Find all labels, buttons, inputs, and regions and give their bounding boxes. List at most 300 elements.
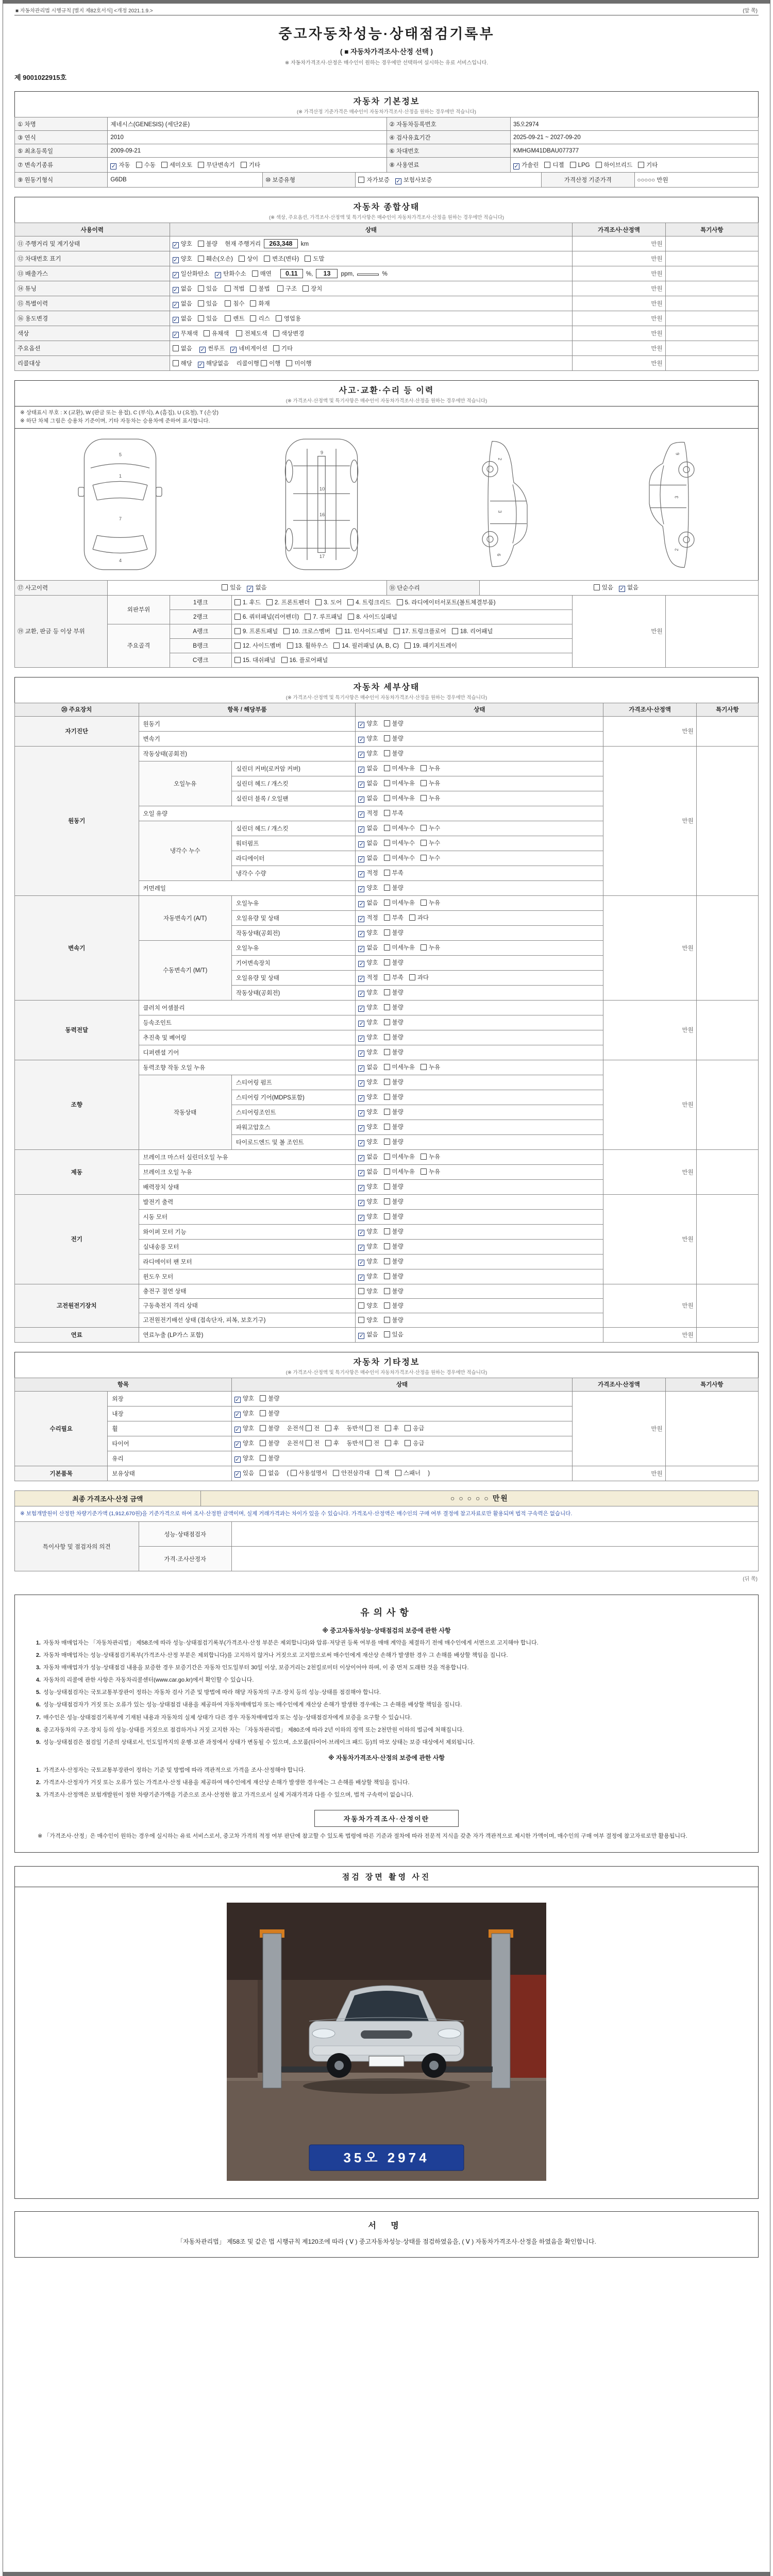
checkbox-option-불량[interactable] [260,1424,279,1432]
checkbox-box[interactable] [384,855,390,861]
checkbox-box[interactable] [173,360,179,366]
checkbox-box[interactable]: ✓ [359,841,364,848]
checkbox-option-불량[interactable] [384,1272,404,1280]
remark-cell[interactable] [696,1000,758,1060]
checkbox-box[interactable] [385,1440,391,1446]
checkbox-box[interactable]: ✓ [359,1050,364,1057]
checkbox-option-화재[interactable] [250,299,270,308]
checkbox-option-있음[interactable] [198,314,217,323]
remark-cell[interactable] [665,1391,758,1466]
checkbox-option-누수[interactable] [421,824,440,832]
checkbox-box[interactable] [384,1228,390,1234]
checkbox-box[interactable] [409,914,415,921]
checkbox-option-누유[interactable] [421,1167,440,1176]
checkbox-option-15. 대쉬패널[interactable] [234,656,276,664]
checkbox-box[interactable] [222,584,228,590]
checkbox-box[interactable] [365,1425,372,1431]
checkbox-box[interactable] [405,1425,411,1431]
checkbox-option-응급[interactable] [405,1439,424,1447]
checkbox-box[interactable] [315,599,322,605]
checkbox-option-침수[interactable] [225,299,244,308]
checkbox-option-불량[interactable] [384,1316,404,1324]
checkbox-option-매연[interactable] [252,269,272,278]
checkbox-option-불법[interactable] [250,284,270,293]
checkbox-option-스패너[interactable] [395,1469,421,1477]
checkbox-option-누유[interactable] [421,899,440,907]
checkbox-box[interactable] [376,1470,382,1476]
checkbox-box[interactable] [384,720,390,726]
checkbox-option-불량[interactable] [384,1033,404,1041]
checkbox-box[interactable] [384,735,390,741]
checkbox-box[interactable] [421,855,427,861]
checkbox-option-없음[interactable] [358,794,378,803]
checkbox-box[interactable] [281,657,288,663]
checkbox-option-있음[interactable] [384,1330,404,1338]
checkbox-box[interactable]: ✓ [200,346,205,353]
checkbox-option-있음[interactable] [198,299,217,308]
checkbox-box[interactable] [234,599,241,605]
checkbox-option-사용설명서[interactable] [291,1469,328,1477]
checkbox-option-양호[interactable] [358,734,378,743]
checkbox-box[interactable] [303,285,309,292]
checkbox-option-미세누수[interactable] [384,854,415,862]
checkbox-option-LPG[interactable] [570,162,590,168]
checkbox-box[interactable]: ✓ [359,946,364,952]
checkbox-box[interactable]: ✓ [231,346,236,353]
checkbox-option-없음[interactable] [358,1153,378,1161]
checkbox-option-도말[interactable] [305,255,324,263]
checkbox-option-양호[interactable] [358,1287,378,1295]
checkbox-option-구조[interactable] [277,284,297,293]
checkbox-box[interactable] [384,870,390,876]
remark-cell[interactable] [696,1284,758,1327]
checkbox-option-색상변경[interactable] [273,329,304,337]
checkbox-box[interactable]: ✓ [235,1412,240,1418]
remark-cell[interactable] [696,1194,758,1284]
checkbox-box[interactable]: ✓ [359,976,364,982]
checkbox-box[interactable] [283,628,290,634]
checkbox-option-양호[interactable] [358,749,378,758]
checkbox-option-해당없음[interactable] [198,359,229,368]
checkbox-box[interactable]: ✓ [359,1333,364,1339]
checkbox-option-미세누수[interactable] [384,824,415,832]
checkbox-option-불량[interactable] [384,1212,404,1221]
checkbox-box[interactable] [384,1213,390,1219]
checkbox-option-일산화탄소[interactable] [173,269,210,278]
remark-cell[interactable] [696,1327,758,1342]
checkbox-box[interactable] [384,1139,390,1145]
checkbox-option-양호[interactable] [358,1197,378,1206]
checkbox-option-디젤[interactable] [544,161,564,169]
checkbox-box[interactable] [384,1064,390,1070]
checkbox-option-불량[interactable] [384,1048,404,1056]
checkbox-option-양호[interactable] [358,1138,378,1146]
checkbox-option-2. 프론트펜더[interactable] [266,598,310,606]
checkbox-box[interactable] [384,1198,390,1205]
checkbox-option-불량[interactable] [384,1227,404,1235]
checkbox-option-과다[interactable] [409,973,429,981]
checkbox-option-적정[interactable] [358,913,378,922]
checkbox-option-없음[interactable] [358,824,378,833]
checkbox-box[interactable]: ✓ [359,752,364,758]
checkbox-option-미이행[interactable] [286,359,311,367]
checkbox-box[interactable]: ✓ [235,1456,240,1463]
checkbox-box[interactable]: ✓ [359,1155,364,1161]
checkbox-box[interactable]: ✓ [359,991,364,997]
checkbox-option-탄화수소[interactable] [215,269,246,278]
checkbox-option-있음[interactable] [222,583,241,591]
checkbox-option-무채색[interactable] [173,329,198,338]
checkbox-option-양호[interactable] [358,884,378,892]
checkbox-box[interactable] [198,315,204,321]
checkbox-box[interactable] [250,285,256,292]
checkbox-box[interactable] [348,614,354,620]
checkbox-box[interactable] [405,1440,411,1446]
checkbox-option-양호[interactable] [358,1301,378,1310]
checkbox-box[interactable] [305,256,311,262]
checkbox-box[interactable]: ✓ [173,257,178,263]
checkbox-box[interactable]: ✓ [359,1021,364,1027]
checkbox-box[interactable] [273,345,279,351]
checkbox-option-불량[interactable] [384,719,404,727]
checkbox-box[interactable] [305,614,311,620]
checkbox-box[interactable] [161,162,167,168]
checkbox-option-없음[interactable] [260,1469,279,1477]
checkbox-option-양호[interactable] [358,958,378,967]
checkbox-option-기타[interactable] [638,161,658,169]
checkbox-option-없음[interactable] [358,1330,378,1339]
checkbox-box[interactable] [260,1410,266,1416]
checkbox-option-8. 사이드실패널[interactable] [348,613,397,621]
checkbox-option-없음[interactable] [358,839,378,848]
checkbox-option-불량[interactable] [384,1018,404,1026]
checkbox-option-양호[interactable] [358,1078,378,1087]
checkbox-box[interactable]: ✓ [359,1215,364,1221]
checkbox-option-전[interactable] [306,1424,320,1432]
checkbox-box[interactable]: ✓ [359,737,364,743]
checkbox-box[interactable]: ✓ [619,586,625,592]
checkbox-box[interactable] [204,330,210,336]
checkbox-box[interactable] [198,162,204,168]
checkbox-option-불량[interactable] [384,734,404,742]
checkbox-box[interactable] [333,642,340,649]
checkbox-box[interactable]: ✓ [359,961,364,967]
checkbox-box[interactable]: ✓ [215,272,221,278]
remark-cell[interactable] [665,251,758,266]
checkbox-box[interactable]: ✓ [514,163,519,170]
checkbox-box[interactable]: ✓ [359,1140,364,1146]
checkbox-box[interactable] [333,1470,339,1476]
checkbox-box[interactable]: ✓ [235,1442,240,1448]
checkbox-box[interactable]: ✓ [359,811,364,818]
remark-cell[interactable] [696,716,758,746]
checkbox-box[interactable]: ✓ [359,1185,364,1191]
checkbox-box[interactable]: ✓ [359,1230,364,1236]
checkbox-option-16. 플로어패널[interactable] [281,656,328,664]
checkbox-option-양호[interactable] [358,1048,378,1057]
checkbox-box[interactable] [596,162,602,168]
checkbox-option-불량[interactable] [260,1439,279,1447]
checkbox-option-14. 필러패널 (A, B, C)[interactable] [333,641,399,650]
checkbox-box[interactable]: ✓ [359,886,364,892]
checkbox-box[interactable] [358,177,364,183]
checkbox-box[interactable] [394,628,400,634]
checkbox-option-양호[interactable] [358,1316,378,1324]
remark-cell[interactable] [665,281,758,296]
condition-inspector-opinion-input[interactable] [231,1522,758,1547]
checkbox-box[interactable] [384,885,390,891]
checkbox-option-불량[interactable] [384,1257,404,1265]
checkbox-box[interactable]: ✓ [359,916,364,922]
checkbox-box[interactable]: ✓ [359,1095,364,1101]
checkbox-box[interactable]: ✓ [359,1006,364,1012]
checkbox-box[interactable] [384,1109,390,1115]
checkbox-option-양호[interactable] [358,1018,378,1027]
checkbox-option-19. 패키지트레이[interactable] [405,641,457,650]
checkbox-box[interactable] [250,315,256,321]
remark-cell[interactable] [665,1466,758,1481]
checkbox-box[interactable] [286,360,292,366]
checkbox-box[interactable]: ✓ [359,1170,364,1176]
checkbox-box[interactable] [291,1470,297,1476]
checkbox-box[interactable]: ✓ [359,1275,364,1281]
checkbox-box[interactable] [421,900,427,906]
checkbox-box[interactable]: ✓ [359,1110,364,1116]
checkbox-box[interactable] [173,345,179,351]
checkbox-box[interactable] [198,285,204,292]
checkbox-option-없음[interactable] [358,1167,378,1176]
checkbox-option-불량[interactable] [384,884,404,892]
checkbox-option-미세누유[interactable] [384,779,415,787]
checkbox-box[interactable] [384,1331,390,1337]
checkbox-option-해당[interactable] [173,359,192,367]
checkbox-box[interactable] [384,1273,390,1279]
checkbox-box[interactable]: ✓ [359,767,364,773]
checkbox-option-3. 도어[interactable] [315,598,342,606]
checkbox-option-미세누유[interactable] [384,794,415,802]
checkbox-box[interactable]: ✓ [173,242,178,248]
checkbox-box[interactable] [384,1079,390,1085]
checkbox-box[interactable]: ✓ [173,331,178,338]
remark-cell[interactable] [665,236,758,251]
checkbox-option-불량[interactable] [384,1287,404,1295]
checkbox-box[interactable] [421,765,427,771]
checkbox-option-불량[interactable] [384,1242,404,1250]
checkbox-box[interactable] [421,1064,427,1070]
checkbox-box[interactable]: ✓ [198,361,204,368]
checkbox-option-적정[interactable] [358,869,378,877]
remark-cell[interactable] [696,1149,758,1194]
checkbox-box[interactable]: ✓ [359,931,364,937]
checkbox-option-미세누수[interactable] [384,839,415,847]
checkbox-option-네비게이션[interactable] [230,344,267,353]
checkbox-option-불량[interactable] [384,1078,404,1086]
checkbox-option-있음[interactable] [198,284,217,293]
checkbox-option-양호[interactable] [358,1227,378,1236]
checkbox-option-미세누유[interactable] [384,1063,415,1071]
checkbox-box[interactable] [409,974,415,980]
checkbox-box[interactable] [239,256,245,262]
checkbox-option-누유[interactable] [421,794,440,802]
checkbox-option-기타[interactable] [241,161,260,169]
checkbox-box[interactable] [384,989,390,995]
checkbox-box[interactable] [384,825,390,831]
checkbox-box[interactable] [260,1455,266,1461]
checkbox-box[interactable] [384,1243,390,1249]
checkbox-box[interactable] [260,1395,266,1401]
checkbox-option-양호[interactable] [234,1409,254,1418]
checkbox-box[interactable] [261,360,267,366]
checkbox-box[interactable] [264,256,270,262]
checkbox-option-없음[interactable] [173,284,192,293]
checkbox-option-자가보증[interactable] [358,176,389,184]
checkbox-box[interactable] [452,628,458,634]
remark-cell[interactable] [665,356,758,371]
checkbox-box[interactable] [384,795,390,801]
checkbox-box[interactable]: ✓ [173,286,178,293]
checkbox-box[interactable]: ✓ [173,316,178,323]
checkbox-box[interactable]: ✓ [359,1036,364,1042]
checkbox-option-12. 사이드멤버[interactable] [234,641,281,650]
checkbox-box[interactable] [384,1034,390,1040]
checkbox-option-양호[interactable] [358,988,378,997]
checkbox-option-가솔린[interactable] [513,161,539,170]
checkbox-option-적법[interactable] [225,284,244,293]
checkbox-box[interactable] [136,162,142,168]
checkbox-option-양호[interactable] [234,1454,254,1463]
checkbox-box[interactable]: ✓ [359,1125,364,1131]
checkbox-option-6. 쿼터패널(리어펜더)[interactable] [234,613,299,621]
checkbox-option-이행[interactable] [261,359,280,367]
checkbox-option-불량[interactable] [260,1454,279,1462]
checkbox-option-잭[interactable] [376,1469,390,1477]
checkbox-box[interactable]: ✓ [235,1397,240,1403]
checkbox-box[interactable] [234,628,241,634]
checkbox-box[interactable] [234,642,241,649]
checkbox-box[interactable] [198,256,204,262]
checkbox-box[interactable] [347,599,354,605]
checkbox-option-세미오토[interactable] [161,161,192,169]
checkbox-option-18. 리어패널[interactable] [452,627,493,635]
checkbox-box[interactable]: ✓ [359,782,364,788]
checkbox-box[interactable] [384,944,390,951]
price-appraiser-opinion-input[interactable] [231,1547,758,1571]
checkbox-option-미세누유[interactable] [384,899,415,907]
checkbox-option-상이[interactable] [239,255,258,263]
checkbox-option-없음[interactable] [173,299,192,308]
checkbox-box[interactable] [287,642,293,649]
checkbox-option-누수[interactable] [421,839,440,847]
checkbox-option-불량[interactable] [384,958,404,967]
checkbox-box[interactable] [421,780,427,786]
checkbox-box[interactable] [421,840,427,846]
checkbox-box[interactable]: ✓ [173,272,178,278]
checkbox-option-부족[interactable] [384,869,404,877]
checkbox-option-수동[interactable] [136,161,156,169]
checkbox-option-렌트[interactable] [225,314,244,323]
checkbox-option-적정[interactable] [358,809,378,818]
checkbox-option-없음[interactable] [173,314,192,323]
checkbox-option-11. 인사이드패널[interactable] [336,627,388,635]
checkbox-option-7. 루프패널[interactable] [305,613,342,621]
checkbox-option-불량[interactable] [384,928,404,937]
checkbox-option-5. 라디에이터서포트(볼트체결부품)[interactable] [397,598,496,606]
checkbox-option-후[interactable] [385,1439,399,1447]
checkbox-box[interactable] [266,599,273,605]
checkbox-box[interactable] [250,300,256,307]
remark-cell[interactable] [696,746,758,895]
checkbox-option-있음[interactable] [234,1469,254,1478]
checkbox-box[interactable] [225,285,231,292]
checkbox-box[interactable] [421,825,427,831]
checkbox-box[interactable] [384,914,390,921]
checkbox-box[interactable]: ✓ [359,1080,364,1087]
checkbox-option-13. 휠하우스[interactable] [287,641,328,650]
checkbox-box[interactable] [234,614,241,620]
checkbox-option-없음[interactable] [619,583,638,592]
checkbox-option-불량[interactable] [384,1301,404,1310]
checkbox-box[interactable] [421,1154,427,1160]
checkbox-option-불량[interactable] [384,1182,404,1191]
remark-cell[interactable] [696,1060,758,1149]
checkbox-option-양호[interactable] [358,719,378,728]
remark-cell[interactable] [665,326,758,341]
checkbox-option-불량[interactable] [198,240,217,248]
checkbox-option-양호[interactable] [358,1257,378,1266]
checkbox-box[interactable]: ✓ [235,1427,240,1433]
checkbox-box[interactable] [306,1425,312,1431]
checkbox-option-무단변속기[interactable] [198,161,235,169]
checkbox-box[interactable] [397,599,403,605]
remark-cell[interactable] [665,595,758,667]
checkbox-box[interactable] [570,162,576,168]
checkbox-option-과다[interactable] [409,913,429,922]
checkbox-option-후[interactable] [385,1424,399,1432]
checkbox-option-부족[interactable] [384,913,404,922]
checkbox-option-안전삼각대[interactable] [333,1469,370,1477]
checkbox-option-기타[interactable] [273,344,293,352]
checkbox-box[interactable]: ✓ [359,826,364,833]
checkbox-option-후[interactable] [325,1424,339,1432]
checkbox-option-양호[interactable] [358,1212,378,1221]
remark-cell[interactable] [665,296,758,311]
checkbox-option-없음[interactable] [358,764,378,773]
checkbox-box[interactable] [384,1183,390,1190]
checkbox-box[interactable]: ✓ [359,871,364,877]
checkbox-box[interactable] [405,642,411,649]
checkbox-option-적정[interactable] [358,973,378,982]
checkbox-option-4. 트렁크리드[interactable] [347,598,391,606]
checkbox-option-전[interactable] [365,1439,379,1447]
checkbox-option-썬루프[interactable] [199,344,225,353]
checkbox-option-누유[interactable] [421,943,440,952]
checkbox-box[interactable]: ✓ [359,1200,364,1206]
checkbox-box[interactable]: ✓ [359,1245,364,1251]
checkbox-option-양호[interactable] [358,1003,378,1012]
checkbox-box[interactable] [241,162,247,168]
checkbox-option-전체도색[interactable] [236,329,267,337]
checkbox-box[interactable]: ✓ [247,586,253,592]
checkbox-option-장치[interactable] [303,284,322,293]
checkbox-option-9. 프론트패널[interactable] [234,627,278,635]
checkbox-box[interactable]: ✓ [359,856,364,862]
checkbox-box[interactable] [198,241,204,247]
checkbox-option-미세누유[interactable] [384,764,415,772]
checkbox-option-불량[interactable] [384,1197,404,1206]
checkbox-box[interactable] [384,1154,390,1160]
checkbox-option-불량[interactable] [384,1123,404,1131]
checkbox-option-전[interactable] [306,1439,320,1447]
